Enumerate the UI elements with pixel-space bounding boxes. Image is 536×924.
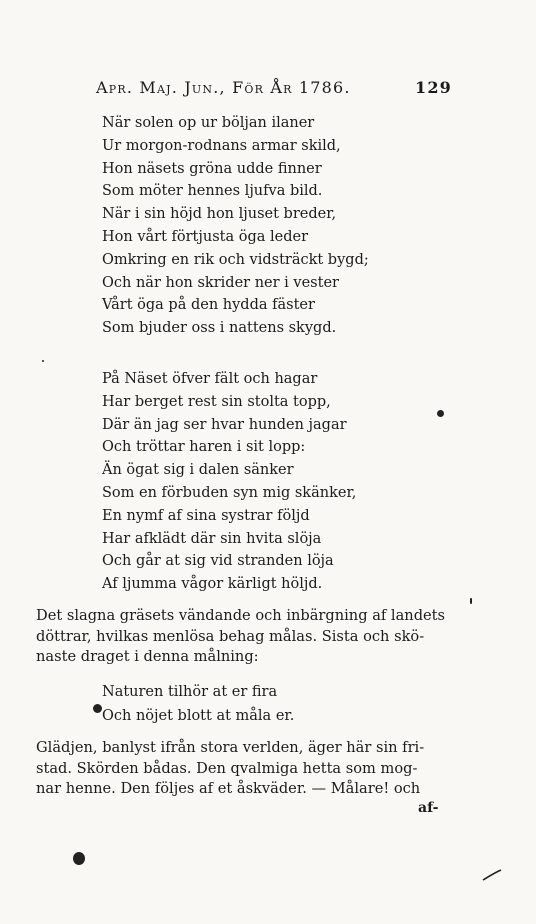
verse-line: Som möter hennes ljufva bild. bbox=[102, 183, 323, 200]
verse-line: Där än jag ser hvar hunden jagar bbox=[102, 416, 347, 433]
verse-line: Naturen tilhör at er fira bbox=[102, 684, 278, 700]
poem-stanza-2 bbox=[102, 368, 356, 596]
prose-line: naste draget i denna målning: bbox=[36, 648, 259, 665]
page-number: 129 bbox=[415, 78, 452, 97]
prose-paragraph-1 bbox=[36, 606, 456, 668]
verse-line: Som bjuder oss i nattens skygd. bbox=[102, 320, 337, 337]
verse-line: Hon näsets gröna udde finner bbox=[102, 160, 322, 177]
verse-line: Än ögat sig i dalen sänker bbox=[102, 462, 294, 479]
prose-line: Glädjen, banlyst ifrån stora verlden, äger här sin fri- bbox=[36, 739, 425, 756]
verse-line: Och när hon skrider ner i vester bbox=[102, 274, 339, 291]
verse-line: Som en förbuden syn mig skänker, bbox=[102, 484, 357, 501]
verse-line: Och nöjet blott at måla er. bbox=[102, 708, 295, 724]
ink-speck bbox=[42, 360, 44, 362]
catchword: af- bbox=[418, 800, 439, 816]
verse-line: En nymf af sina systrar följd bbox=[102, 507, 310, 524]
verse-line: På Näset öfver fält och hagar bbox=[102, 371, 318, 387]
ink-speck bbox=[93, 704, 102, 713]
verse-line: Vårt öga på den hydda fäster bbox=[102, 297, 315, 314]
quoted-verse bbox=[102, 680, 294, 728]
prose-paragraph-2 bbox=[36, 738, 456, 800]
verse-line: Omkring en rik och vidsträckt bygd; bbox=[102, 251, 369, 268]
running-title: Apr. Maj. Jun., För År 1786. bbox=[96, 78, 351, 97]
verse-line: Och tröttar haren i sit lopp: bbox=[102, 439, 306, 456]
poem-stanza-1 bbox=[102, 112, 369, 340]
ink-speck bbox=[73, 852, 85, 865]
verse-line: Har berget rest sin stolta topp, bbox=[102, 393, 331, 410]
pen-stroke-mark bbox=[482, 868, 502, 882]
verse-line: När i sin höjd hon ljuset breder, bbox=[102, 206, 337, 223]
verse-line: Ur morgon-rodnans armar skild, bbox=[102, 137, 341, 154]
prose-line: döttrar, hvilkas menlösa behag målas. Sista och skö- bbox=[36, 627, 425, 645]
prose-line: nar henne. Den följes af et åskväder. — Målare! och bbox=[36, 780, 421, 797]
verse-line: Och går at sig vid stranden löja bbox=[102, 553, 334, 570]
running-header bbox=[96, 76, 452, 104]
verse-line: Af ljumma vågor kärligt höljd. bbox=[102, 576, 323, 593]
ink-speck bbox=[470, 598, 472, 604]
verse-line: Har afklädt där sin hvita slöja bbox=[102, 530, 322, 547]
verse-line: Hon vårt förtjusta öga leder bbox=[102, 228, 309, 245]
prose-line: Det slagna gräsets vändande och inbärgning af landets bbox=[36, 607, 446, 624]
verse-line: När solen op ur böljan ilaner bbox=[102, 115, 315, 131]
ink-speck bbox=[437, 410, 444, 417]
prose-line: stad. Skörden bådas. Den qvalmiga hetta som mog- bbox=[36, 759, 418, 777]
